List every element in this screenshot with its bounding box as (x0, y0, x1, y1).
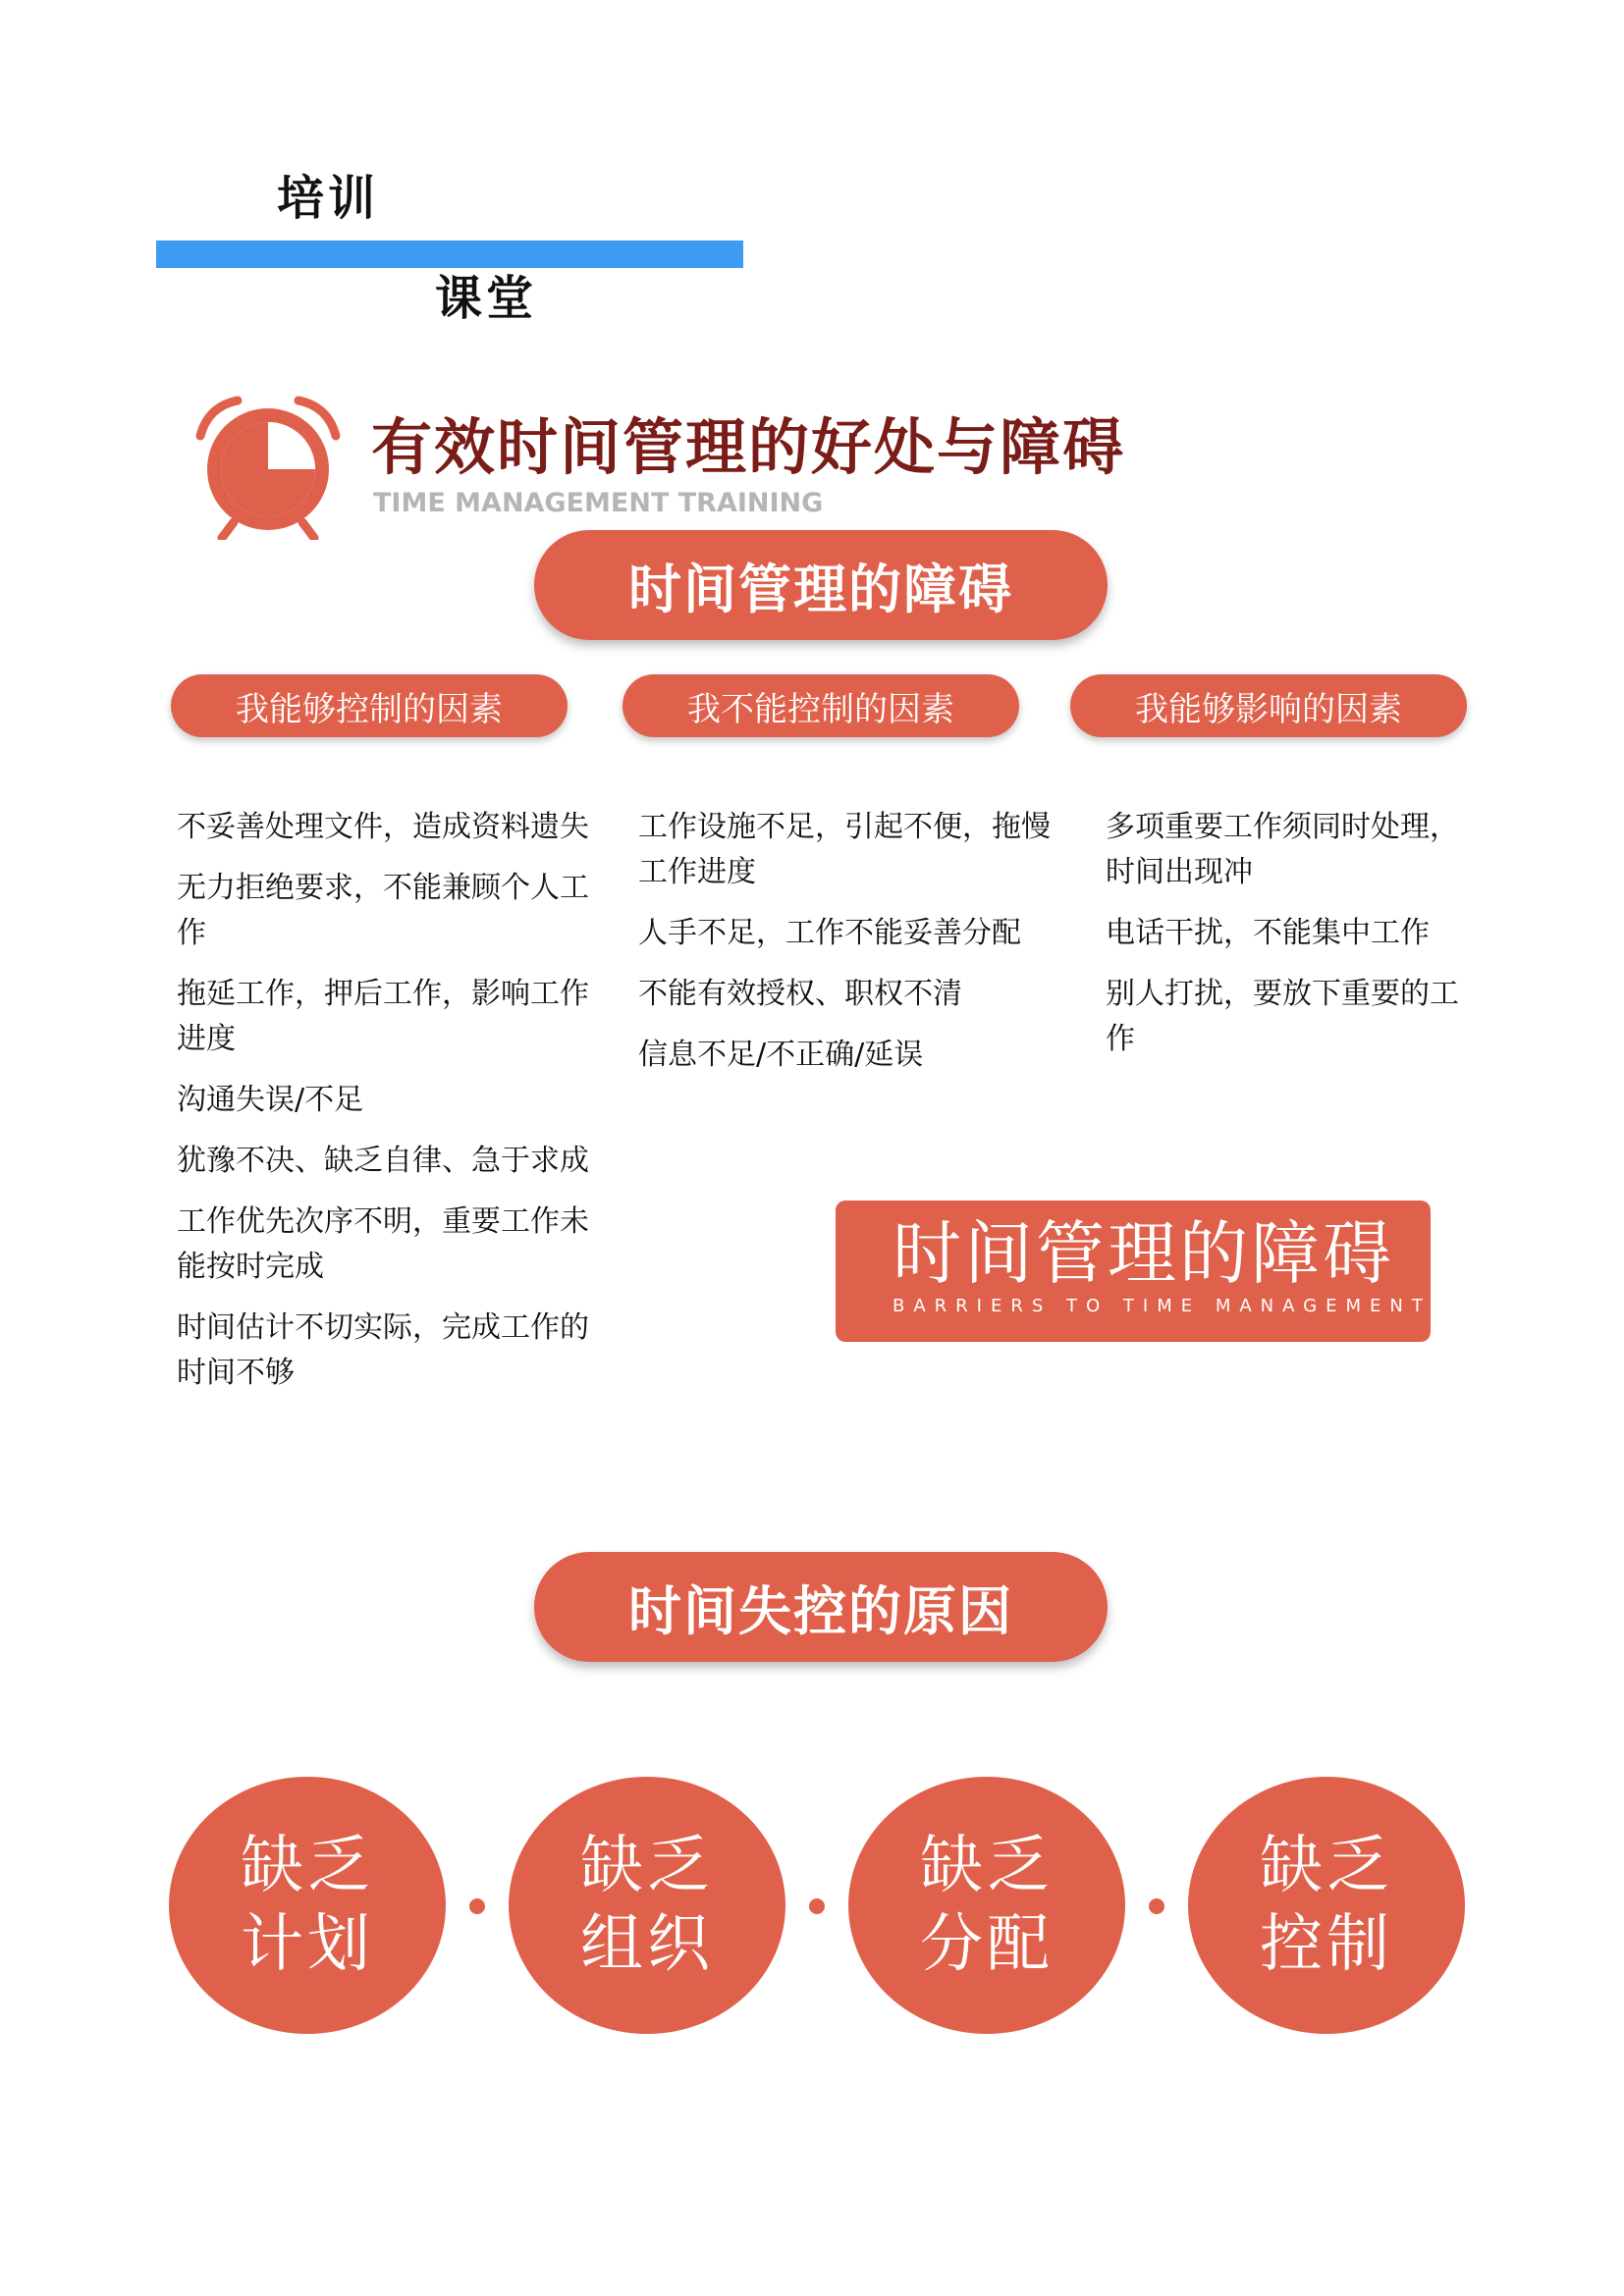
barriers-title-pill: 时间管理的障碍 (534, 530, 1108, 640)
circle-label-line2: 计划 (241, 1908, 374, 1981)
alarm-clock-icon (187, 391, 350, 540)
circle-label-line1: 缺乏 (920, 1830, 1054, 1902)
loss-of-control-title-pill: 时间失控的原因 (534, 1552, 1108, 1662)
header-title-line2: 课堂 (435, 271, 538, 326)
header-accent-bar (156, 240, 743, 268)
lack-of-planning-circle (169, 1777, 446, 2034)
circle-label-line2: 分配 (920, 1908, 1054, 1981)
circle-label-line2: 控制 (1260, 1908, 1393, 1981)
circle-label-line1: 缺乏 (580, 1830, 714, 1902)
barriers-badge-subtitle: BARRIERS TO TIME MANAGEMENT (893, 1296, 1432, 1316)
list-item: 电话干扰，不能集中工作 (1106, 916, 1430, 950)
lack-of-allocation-circle (848, 1777, 1125, 2034)
header-title-line1: 培训 (277, 171, 380, 226)
circle-label-line1: 缺乏 (241, 1830, 374, 1902)
circle-label-line2: 组织 (580, 1908, 714, 1981)
banner-title: 有效时间管理的好处与障碍 (371, 411, 1126, 483)
list-item: 人手不足，工作不能妥善分配 (638, 916, 1021, 950)
list-item: 多项重要工作须同时处理，时间出现冲 (1106, 810, 1459, 889)
connector-dot (469, 1898, 485, 1914)
list-item: 无力拒绝要求，不能兼顾个人工作 (177, 871, 589, 950)
lack-of-organization-circle (509, 1777, 785, 2034)
influenceable-factors-list (1106, 805, 1479, 1078)
circle-label-line1: 缺乏 (1260, 1830, 1393, 1902)
barriers-badge-title: 时间管理的障碍 (893, 1213, 1394, 1294)
list-item: 沟通失误/不足 (177, 1083, 364, 1117)
list-item: 时间估计不切实际，完成工作的时间不够 (177, 1310, 589, 1390)
controllable-factors-list (177, 805, 594, 1412)
list-item: 不能有效授权、职权不清 (638, 977, 962, 1011)
list-item: 工作设施不足，引起不便，拖慢工作进度 (638, 810, 1051, 889)
barriers-badge (836, 1201, 1431, 1342)
list-item: 工作优先次序不明，重要工作未能按时完成 (177, 1204, 589, 1284)
connector-dot (809, 1898, 825, 1914)
list-item: 不妥善处理文件，造成资料遗失 (177, 810, 589, 844)
list-item: 别人打扰，要放下重要的工作 (1106, 977, 1459, 1056)
connector-dot (1149, 1898, 1164, 1914)
list-item: 拖延工作，押后工作，影响工作进度 (177, 977, 589, 1056)
list-item: 犹豫不决、缺乏自律、急于求成 (177, 1144, 589, 1178)
lack-of-control-circle (1188, 1777, 1465, 2034)
controllable-factors-heading: 我能够控制的因素 (171, 674, 568, 737)
list-item: 信息不足/不正确/延误 (638, 1038, 924, 1072)
uncontrollable-factors-heading: 我不能控制的因素 (623, 674, 1019, 737)
banner-subtitle: TIME MANAGEMENT TRAINING (373, 488, 824, 518)
uncontrollable-factors-list (638, 805, 1056, 1094)
influenceable-factors-heading: 我能够影响的因素 (1070, 674, 1467, 737)
